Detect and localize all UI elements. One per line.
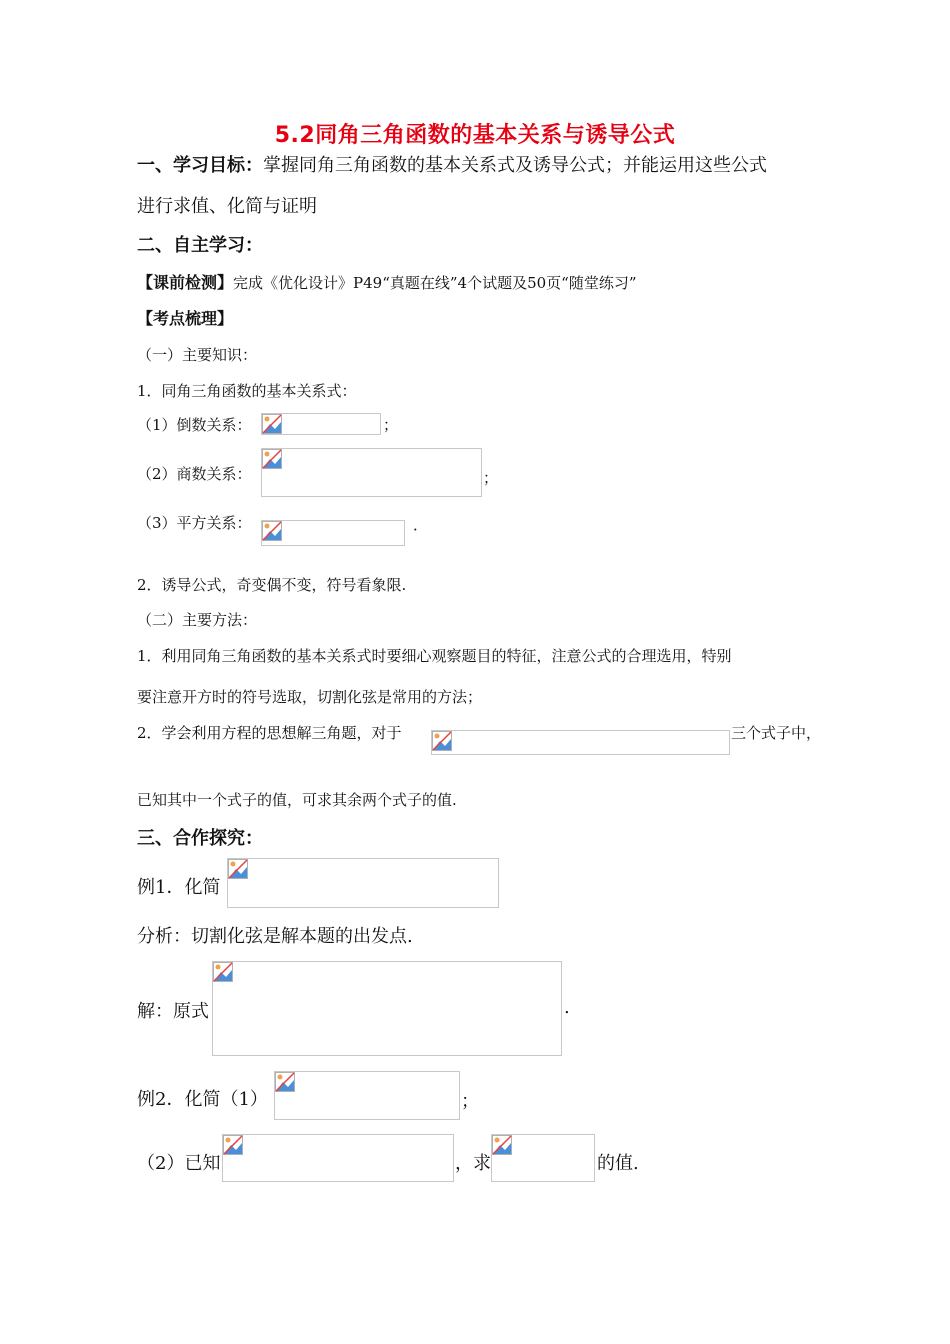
formula-image-example-1 [227, 858, 499, 908]
example-1-solution-end: . [564, 997, 570, 1018]
formula-image-solution-1 [212, 961, 562, 1056]
learning-goals-text-2: 进行求值、化简与证明 [137, 196, 317, 217]
learning-goals [137, 151, 767, 177]
quotient-end: ； [483, 469, 499, 487]
broken-image-icon [223, 1135, 243, 1155]
square-relation-label: （3）平方关系： [137, 514, 252, 532]
reciprocal-end: ； [383, 416, 399, 434]
knowledge-item-1: 1．同角三角函数的基本关系式： [137, 382, 357, 400]
broken-image-icon [262, 449, 282, 469]
square-end: ． [413, 516, 429, 534]
broken-image-icon [432, 731, 452, 751]
broken-image-icon [275, 1072, 295, 1092]
example-2-part-1-end: ； [461, 1091, 479, 1112]
formula-image-square [261, 520, 405, 546]
example-2-end: 的值. [597, 1153, 639, 1174]
formula-image-example-2-given [222, 1134, 454, 1182]
preview-label: 【课前检测】 [137, 273, 234, 292]
broken-image-icon [262, 414, 282, 434]
preview-text: 完成《优化设计》P49“真题在线”4个试题及50页“随堂练习” [233, 274, 637, 292]
page-title: 5.2同角三角函数的基本关系与诱导公式 [274, 123, 676, 148]
review-label: 【考点梳理】 [137, 309, 234, 328]
method-1-line-2: 要注意开方时的符号选取，切割化弦是常用的方法； [137, 688, 483, 706]
knowledge-heading: （一）主要知识： [137, 346, 258, 364]
methods-heading: （二）主要方法： [137, 611, 258, 629]
example-2-label: 例2．化简（1） [137, 1089, 268, 1110]
formula-image-example-2-target [491, 1134, 595, 1182]
broken-image-icon [213, 962, 233, 982]
example-1-analysis: 分析：切割化弦是解本题的出发点. [137, 926, 413, 947]
broken-image-icon [262, 521, 282, 541]
reciprocal-relation-label: （1）倒数关系： [137, 416, 252, 434]
method-2-line-1-end: 三个式子中， [731, 724, 822, 742]
formula-image-three-expressions [431, 730, 730, 755]
method-2-line-1: 2．学会利用方程的思想解三角题，对于 [137, 724, 402, 742]
quotient-relation-label: （2）商数关系： [137, 465, 252, 483]
example-1-solution-label: 解：原式 [137, 1001, 209, 1022]
example-1-label: 例1．化简 [137, 877, 221, 898]
knowledge-item-2: 2．诱导公式，奇变偶不变，符号看象限. [137, 576, 407, 594]
method-1-line-1: 1．利用同角三角函数的基本关系式时要细心观察题目的特征，注意公式的合理选用，特别 [137, 647, 732, 665]
formula-image-quotient [261, 448, 482, 497]
learning-goals-text-1: 掌握同角三角函数的基本关系式及诱导公式；并能运用这些公式 [263, 155, 767, 176]
example-2-part-2-label: （2）已知 [137, 1153, 221, 1174]
formula-image-example-2-part-1 [274, 1071, 460, 1120]
broken-image-icon [228, 859, 248, 879]
example-2-mid: ，求 [455, 1153, 491, 1174]
broken-image-icon [492, 1135, 512, 1155]
section-3-label: 三、合作探究： [137, 828, 263, 849]
preview-check [137, 270, 637, 293]
section-2-label: 二、自主学习： [137, 235, 263, 256]
formula-image-reciprocal [261, 413, 381, 435]
section-1-label: 一、学习目标： [137, 155, 263, 176]
method-2-line-2: 已知其中一个式子的值，可求其余两个式子的值. [137, 791, 457, 809]
